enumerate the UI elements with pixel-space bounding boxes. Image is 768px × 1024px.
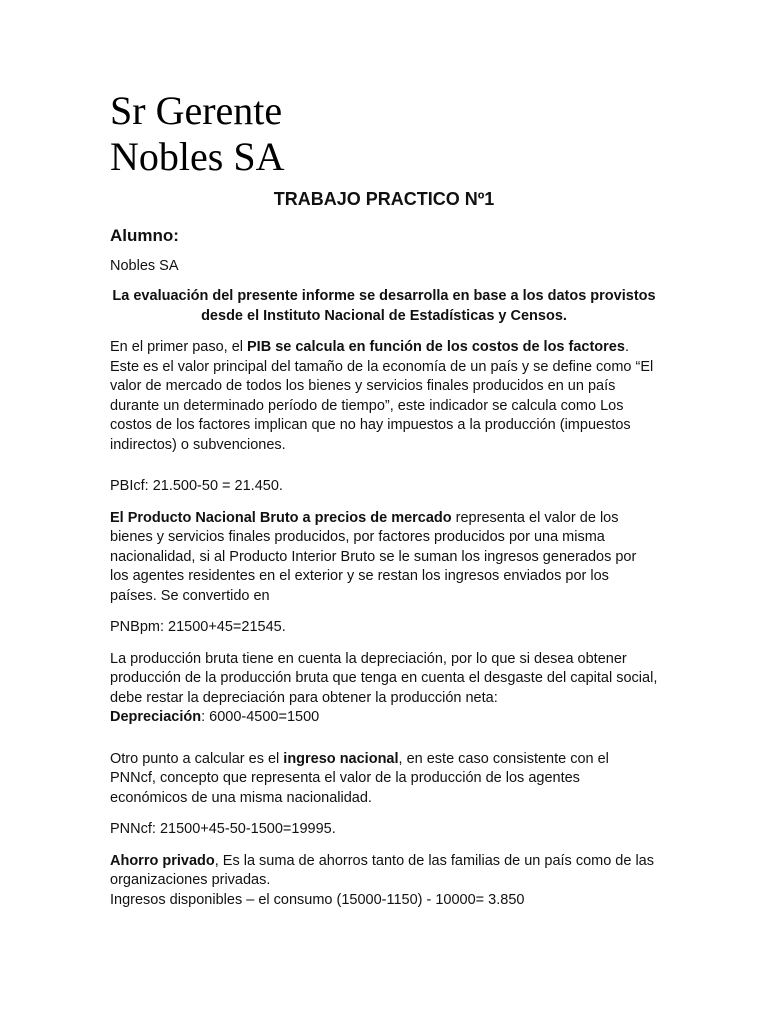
pbicf-formula: PBIcf: 21.500-50 = 21.450. (110, 478, 283, 494)
national-income-paragraph (110, 750, 658, 809)
pnb-rest: representa el valor de los bienes y servicios finales producidos, por factores producidos por una misma nacionalidad, si al Producto Interior Bruto se le suman los ingresos generados por los agentes residentes en el exterior y se restan los ingresos enviados por los países. Se convertido en (110, 509, 637, 604)
private-savings-formula: Ingresos disponibles – el consumo (15000-1150) - 10000= 3.850 (110, 891, 525, 908)
header-company: Nobles SA (110, 134, 285, 179)
pib-prefix: En el primer paso, el (110, 339, 248, 355)
header-greeting: Sr Gerente (110, 88, 283, 133)
depreciation-paragraph (110, 650, 658, 728)
private-savings-bold: Ahorro privado (110, 852, 215, 869)
pnncf-formula: PNNcf: 21500+45-50-1500=19995. (110, 821, 336, 837)
document-page (110, 88, 658, 910)
national-income-bold: ingreso nacional (283, 750, 399, 767)
depreciation-value: : 6000-4500=1500 (201, 709, 320, 725)
pib-rest: . Este es el valor principal del tamaño de la economía de un país y se define como “El valor de mercado de todos los bienes y servicios finales producidos en un país durante un determinado período de tiempo”, este indicador se calcula como Los costos de los factores implican que no hay impuestos a la producción (impuestos indirectos) o subvenciones. (110, 339, 654, 453)
pnb-paragraph (110, 509, 658, 607)
national-income-rest: , en este caso consistente con el PNNcf, concepto que representa el valor de la producción de los agentes económicos de una misma nacionalidad. (110, 750, 609, 806)
national-income-prefix: Otro punto a calcular es el (110, 750, 284, 767)
document-title: TRABAJO PRACTICO Nº1 (273, 189, 495, 209)
intro-paragraph: La evaluación del presente informe se desarrolla en base a los datos provistos desde el Instituto Nacional de Estadísticas y Censos. (112, 288, 656, 324)
pib-paragraph (110, 338, 658, 455)
pnb-bold: El Producto Nacional Bruto a precios de mercado (110, 509, 452, 526)
depreciation-label: Depreciación (110, 709, 202, 725)
pib-bold: PIB se calcula en función de los costos de los factores (247, 339, 625, 355)
pnbpm-formula: PNBpm: 21500+45=21545. (110, 619, 286, 635)
private-savings-paragraph (110, 852, 658, 911)
depreciation-text: La producción bruta tiene en cuenta la depreciación, por lo que si desea obtener producción de la producción bruta que tenga en cuenta el desgaste del capital social, debe restar la depreciación para obtener la producción neta: (110, 650, 658, 706)
student-name: Nobles SA (110, 258, 179, 274)
student-label: Alumno: (110, 226, 179, 245)
private-savings-rest: , Es la suma de ahorros tanto de las familias de un país como de las organizaciones privadas. (110, 852, 654, 888)
